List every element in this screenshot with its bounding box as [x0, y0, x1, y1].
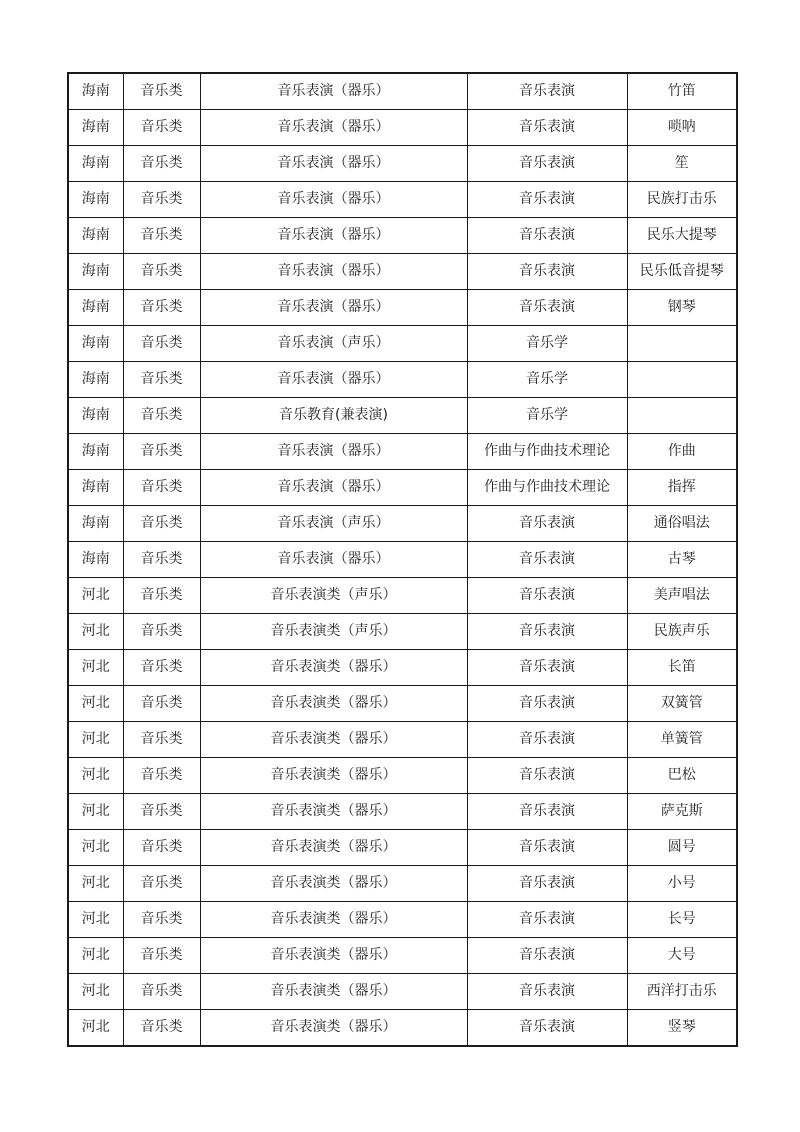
- table-row: [68, 794, 737, 830]
- table-row: [68, 470, 737, 506]
- cell-major: 音乐表演: [467, 1010, 627, 1047]
- cell-major: 音乐表演: [467, 938, 627, 974]
- cell-major: 音乐表演: [467, 614, 627, 650]
- cell-province: 河北: [68, 758, 123, 794]
- cell-category: 音乐类: [123, 650, 200, 686]
- cell-direction: 双簧管: [627, 686, 737, 722]
- cell-province: 海南: [68, 218, 123, 254]
- table-row: [68, 542, 737, 578]
- cell-major: 音乐表演: [467, 218, 627, 254]
- cell-category: 音乐类: [123, 866, 200, 902]
- table-row: [68, 146, 737, 182]
- table-body: [68, 73, 737, 1046]
- cell-major-type: 音乐表演（声乐）: [200, 506, 467, 542]
- cell-direction: 民乐低音提琴: [627, 254, 737, 290]
- cell-major-type: 音乐表演（器乐）: [200, 470, 467, 506]
- cell-province: 海南: [68, 146, 123, 182]
- cell-province: 海南: [68, 434, 123, 470]
- cell-province: 河北: [68, 938, 123, 974]
- cell-province: 河北: [68, 902, 123, 938]
- cell-category: 音乐类: [123, 73, 200, 110]
- cell-major: 音乐学: [467, 362, 627, 398]
- table-row: [68, 362, 737, 398]
- cell-direction: 民族声乐: [627, 614, 737, 650]
- cell-direction: 巴松: [627, 758, 737, 794]
- cell-major: 音乐表演: [467, 542, 627, 578]
- cell-province: 河北: [68, 866, 123, 902]
- cell-direction: 指挥: [627, 470, 737, 506]
- table-row: [68, 866, 737, 902]
- cell-province: 河北: [68, 686, 123, 722]
- cell-direction: 小号: [627, 866, 737, 902]
- cell-category: 音乐类: [123, 254, 200, 290]
- cell-major: 音乐表演: [467, 110, 627, 146]
- cell-major: 音乐表演: [467, 73, 627, 110]
- cell-direction: 萨克斯: [627, 794, 737, 830]
- table-row: [68, 326, 737, 362]
- table-row: [68, 506, 737, 542]
- cell-major: 音乐表演: [467, 254, 627, 290]
- cell-category: 音乐类: [123, 434, 200, 470]
- cell-province: 海南: [68, 470, 123, 506]
- cell-category: 音乐类: [123, 506, 200, 542]
- cell-major: 音乐表演: [467, 794, 627, 830]
- cell-category: 音乐类: [123, 470, 200, 506]
- cell-category: 音乐类: [123, 902, 200, 938]
- cell-major: 音乐表演: [467, 650, 627, 686]
- table-row: [68, 398, 737, 434]
- cell-direction: 笙: [627, 146, 737, 182]
- cell-province: 海南: [68, 110, 123, 146]
- cell-major-type: 音乐表演类（声乐）: [200, 614, 467, 650]
- cell-category: 音乐类: [123, 938, 200, 974]
- cell-major-type: 音乐表演（器乐）: [200, 542, 467, 578]
- table-row: [68, 73, 737, 110]
- cell-category: 音乐类: [123, 362, 200, 398]
- cell-province: 河北: [68, 722, 123, 758]
- table-row: [68, 758, 737, 794]
- cell-direction: 民乐大提琴: [627, 218, 737, 254]
- cell-category: 音乐类: [123, 542, 200, 578]
- cell-major: 音乐表演: [467, 578, 627, 614]
- cell-province: 河北: [68, 794, 123, 830]
- cell-major: 音乐表演: [467, 974, 627, 1010]
- cell-province: 河北: [68, 578, 123, 614]
- cell-major-type: 音乐表演（器乐）: [200, 73, 467, 110]
- cell-direction: 长笛: [627, 650, 737, 686]
- cell-major-type: 音乐教育(兼表演): [200, 398, 467, 434]
- cell-category: 音乐类: [123, 110, 200, 146]
- table-row: [68, 110, 737, 146]
- cell-major-type: 音乐表演类（器乐）: [200, 1010, 467, 1047]
- cell-province: 海南: [68, 73, 123, 110]
- cell-major: 音乐表演: [467, 758, 627, 794]
- cell-province: 海南: [68, 326, 123, 362]
- cell-category: 音乐类: [123, 830, 200, 866]
- cell-direction: 竹笛: [627, 73, 737, 110]
- cell-province: 河北: [68, 614, 123, 650]
- cell-major: 音乐表演: [467, 722, 627, 758]
- cell-category: 音乐类: [123, 146, 200, 182]
- cell-major: 音乐表演: [467, 182, 627, 218]
- cell-major-type: 音乐表演（器乐）: [200, 146, 467, 182]
- cell-major: 音乐表演: [467, 290, 627, 326]
- cell-major: 音乐学: [467, 398, 627, 434]
- table-row: [68, 938, 737, 974]
- cell-category: 音乐类: [123, 218, 200, 254]
- cell-major-type: 音乐表演（器乐）: [200, 290, 467, 326]
- cell-major-type: 音乐表演（器乐）: [200, 182, 467, 218]
- cell-major-type: 音乐表演（声乐）: [200, 326, 467, 362]
- cell-direction: 民族打击乐: [627, 182, 737, 218]
- cell-direction: 大号: [627, 938, 737, 974]
- cell-category: 音乐类: [123, 290, 200, 326]
- cell-major-type: 音乐表演（器乐）: [200, 218, 467, 254]
- cell-major: 音乐表演: [467, 902, 627, 938]
- cell-major: 音乐表演: [467, 506, 627, 542]
- cell-province: 海南: [68, 254, 123, 290]
- table-row: [68, 434, 737, 470]
- cell-major-type: 音乐表演类（器乐）: [200, 794, 467, 830]
- cell-direction: [627, 362, 737, 398]
- cell-major-type: 音乐表演类（器乐）: [200, 686, 467, 722]
- cell-province: 河北: [68, 1010, 123, 1047]
- cell-province: 河北: [68, 974, 123, 1010]
- cell-direction: 单簧管: [627, 722, 737, 758]
- cell-major: 音乐表演: [467, 686, 627, 722]
- cell-province: 海南: [68, 506, 123, 542]
- table-row: [68, 650, 737, 686]
- cell-major-type: 音乐表演类（器乐）: [200, 902, 467, 938]
- cell-category: 音乐类: [123, 686, 200, 722]
- cell-province: 海南: [68, 290, 123, 326]
- cell-direction: [627, 398, 737, 434]
- cell-major: 音乐学: [467, 326, 627, 362]
- cell-category: 音乐类: [123, 326, 200, 362]
- cell-province: 河北: [68, 830, 123, 866]
- table-row: [68, 182, 737, 218]
- cell-major-type: 音乐表演类（器乐）: [200, 722, 467, 758]
- table-row: [68, 254, 737, 290]
- cell-direction: 西洋打击乐: [627, 974, 737, 1010]
- cell-category: 音乐类: [123, 722, 200, 758]
- cell-major-type: 音乐表演（器乐）: [200, 362, 467, 398]
- cell-major: 音乐表演: [467, 866, 627, 902]
- table-row: [68, 902, 737, 938]
- cell-direction: 通俗唱法: [627, 506, 737, 542]
- cell-major-type: 音乐表演类（器乐）: [200, 758, 467, 794]
- cell-direction: 长号: [627, 902, 737, 938]
- cell-province: 海南: [68, 362, 123, 398]
- table-row: [68, 1010, 737, 1047]
- table-row: [68, 578, 737, 614]
- cell-major-type: 音乐表演（器乐）: [200, 254, 467, 290]
- cell-direction: 作曲: [627, 434, 737, 470]
- cell-major-type: 音乐表演类（声乐）: [200, 578, 467, 614]
- cell-major-type: 音乐表演类（器乐）: [200, 938, 467, 974]
- cell-category: 音乐类: [123, 182, 200, 218]
- cell-category: 音乐类: [123, 614, 200, 650]
- table-row: [68, 290, 737, 326]
- cell-direction: 钢琴: [627, 290, 737, 326]
- cell-category: 音乐类: [123, 398, 200, 434]
- cell-major: 作曲与作曲技术理论: [467, 434, 627, 470]
- cell-major-type: 音乐表演（器乐）: [200, 434, 467, 470]
- cell-major-type: 音乐表演类（器乐）: [200, 650, 467, 686]
- cell-direction: [627, 326, 737, 362]
- cell-major-type: 音乐表演类（器乐）: [200, 866, 467, 902]
- cell-direction: 古琴: [627, 542, 737, 578]
- table-row: [68, 686, 737, 722]
- table-row: [68, 614, 737, 650]
- table-row: [68, 974, 737, 1010]
- cell-province: 海南: [68, 182, 123, 218]
- cell-category: 音乐类: [123, 1010, 200, 1047]
- cell-major: 音乐表演: [467, 830, 627, 866]
- cell-major: 音乐表演: [467, 146, 627, 182]
- cell-major: 作曲与作曲技术理论: [467, 470, 627, 506]
- cell-category: 音乐类: [123, 578, 200, 614]
- cell-province: 海南: [68, 398, 123, 434]
- cell-direction: 美声唱法: [627, 578, 737, 614]
- table-row: [68, 722, 737, 758]
- cell-major-type: 音乐表演类（器乐）: [200, 830, 467, 866]
- cell-direction: 唢呐: [627, 110, 737, 146]
- table-row: [68, 218, 737, 254]
- cell-major-type: 音乐表演（器乐）: [200, 110, 467, 146]
- cell-category: 音乐类: [123, 758, 200, 794]
- cell-province: 海南: [68, 542, 123, 578]
- cell-category: 音乐类: [123, 974, 200, 1010]
- cell-category: 音乐类: [123, 794, 200, 830]
- admissions-table: [67, 72, 738, 1047]
- table-row: [68, 830, 737, 866]
- cell-province: 河北: [68, 650, 123, 686]
- cell-major-type: 音乐表演类（器乐）: [200, 974, 467, 1010]
- cell-direction: 竖琴: [627, 1010, 737, 1047]
- cell-direction: 圆号: [627, 830, 737, 866]
